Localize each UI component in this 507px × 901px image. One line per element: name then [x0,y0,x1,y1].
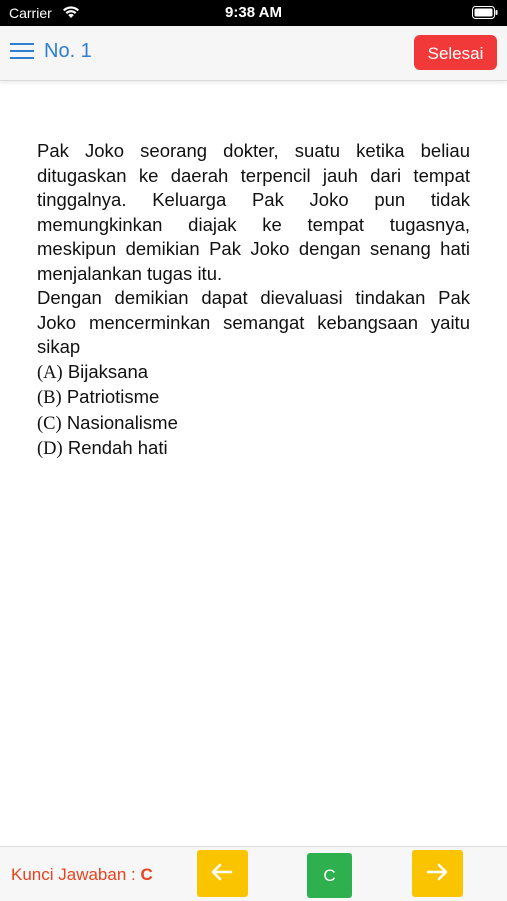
clock: 9:38 AM [225,4,282,21]
option-b[interactable] [37,385,470,411]
option-text: Patriotisme [66,386,160,407]
question-paragraph-1: Pak Joko seorang dokter, suatu ketika beliau ditugaskan ke daerah terpencil jauh dari tempat tinggalnya. Keluarga Pak Joko pun tidak memungkinkan diajak ke tempat tugasnya, meskipun demikian Pak Joko dengan senang hati menjalankan tugas itu. [37,140,470,284]
finish-button[interactable]: Selesai [414,35,497,70]
option-letter: (B) [37,388,62,408]
hamburger-menu-icon[interactable] [10,43,34,63]
answer-key [11,865,153,885]
option-text: Bijaksana [67,360,149,382]
previous-question-button[interactable] [197,850,248,897]
option-letter: (C) [37,413,62,434]
question-content [37,139,470,462]
arrow-right-icon [426,863,448,881]
option-letter: (A) [37,362,63,383]
option-c[interactable] [37,411,470,437]
battery-icon [472,6,498,19]
selected-answer-button[interactable]: C [307,853,352,898]
arrow-left-icon [211,863,233,881]
question-number-title: No. 1 [44,40,92,62]
option-a[interactable] [37,360,470,386]
status-bar [0,0,507,26]
next-question-button[interactable] [412,850,463,897]
option-letter: (D) [37,439,63,459]
option-text: Rendah hati [67,437,168,458]
bottom-toolbar [0,846,507,901]
option-text: Nasionalisme [66,411,178,433]
answer-key-value: C [140,865,153,884]
option-d[interactable] [37,436,470,462]
answer-key-label: Kunci Jawaban : [11,865,136,884]
navigation-bar [0,26,507,81]
question-paragraph-2: Dengan demikian dapat dievaluasi tindakan Pak Joko mencerminkan semangat kebangsaan yaitu sikap [37,287,470,357]
carrier-label: Carrier [9,5,52,21]
